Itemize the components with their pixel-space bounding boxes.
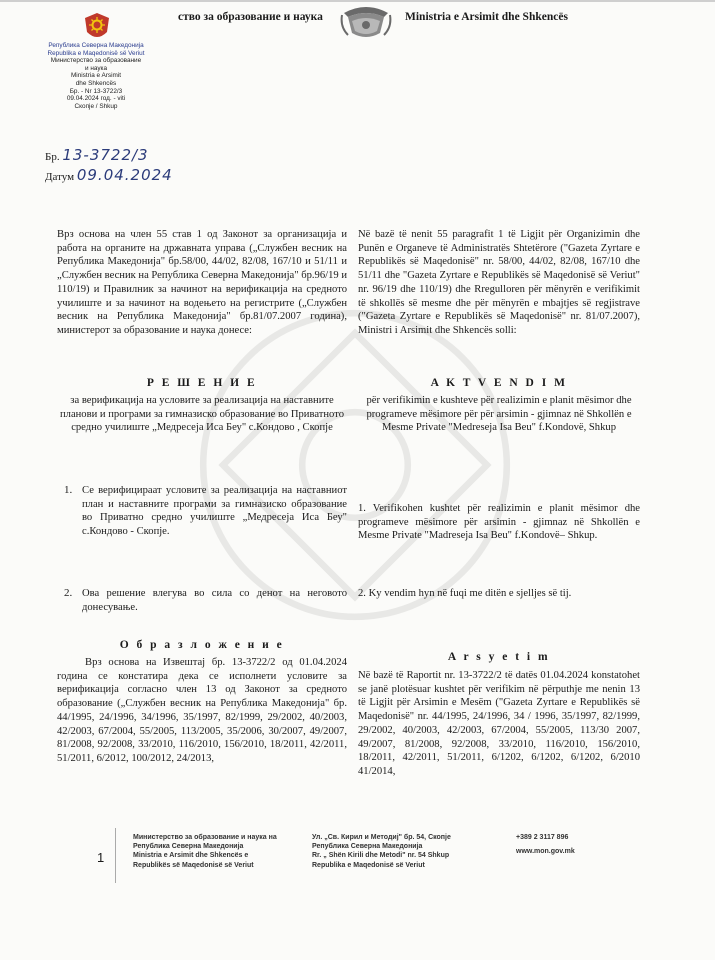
footer-line: Rr. „ Shën Kirili dhe Metodi" nr. 54 Shkup [312, 852, 450, 860]
footer-line: Republika e Maqedonisë së Veriut [312, 861, 425, 869]
stamp-line: Република Северна Македонија [48, 42, 144, 49]
registration-number-value: 13-3722/3 [62, 146, 149, 164]
decision-subtitle-al: për verifikimin e kushteve për realizimin e planit mësimor dhe programeve mësimore për për arsimin - gjimnaz në Shkollën e Mesme Private "Medreseja Isa Beu" f.Kondovë, Shkup [366, 395, 632, 434]
footer-line: Ул. „Св. Кирил и Методиј" бр. 54, Скопје [312, 834, 451, 841]
stamp-line: Ministria e Arsimit [70, 72, 122, 80]
ministry-stamp [30, 42, 162, 110]
preamble-mk: Врз основа на член 55 став 1 од Законот за организација и работа на органите на државната управа („Службен весник на Република Македонија" бр.58/00, 44/02, 82/08, 167/10 и 51/11 и „Службен весник на Република Северна Македонија" бр.96/19 и 110/19) и Правилник за начинот на верификација на средното училиште и за начинот на водењето на регистрите („Службен весник на Република Македонија" бр.81/07.2007 година), министерот за образование и наука донесе: [57, 229, 347, 336]
registration-number-label: Бр. [45, 151, 60, 163]
decision-item-1-al: 1. Verifikohen kushtet për realizimin e planit mësimor dhe programeve mësimore për arsimin - gjimnaz në Shkollën e Mesme Private "Madreseja Isa Beu" f.Kondovë– Shkup. [358, 503, 640, 542]
reasoning-mk: Врз основа на Извештај бр. 13-3722/2 од 01.04.2024 година се констатира дека се исполнети условите за верификација согласно член 13 од Законот за средното образование („Службен весник на Република Македонија" бр. 44/1995, 24/1996, 34/1996, 35/1997, 82/1999, 29/2002, 40/2003, 42/2003, 67/2004, 55/2005, 113/2005, 35/2006, 30/2007, 49/2007, 81/2008, 92/2008, 33/2010, 116/2010, 156/2010, 18/2011, 42/2011, 51/2011, 6/2012, 100/2012, 24/2013, [57, 657, 347, 764]
decision-item-1-mk: Се верифицираат условите за реализација на наставниот план и наставните програми за гимназиско образование во Приватно средно училиште „Медресеја Иса Беу" с.Кондово - Скопје. [82, 485, 347, 538]
registration-number [45, 146, 149, 164]
footer-contact [516, 833, 575, 856]
footer-line: Република Северна Македонија [312, 843, 423, 851]
top-border [0, 0, 715, 2]
stamp-line: Бр. - Nr 13-3722/3 [69, 87, 123, 95]
footer-line: Република Северна Македонија [133, 843, 244, 851]
header-ministry-mk: ство за образование и наука [178, 11, 323, 23]
stamp-line: и наука [84, 64, 108, 72]
stamp-line: Скопје / Shkup [74, 102, 118, 110]
reasoning-al: Në bazë të Raportit nr. 13-3722/2 të datës 01.04.2024 konstatohet se janë plotësuar kushtet për verifikim në përputhje me nenin 13 të Ligjit për Arsimin e Mesëm ("Gazeta Zyrtare e Republikës së Maqedonisë" nr. 44/1995, 24/1996, 34 / 1996, 35/1997, 82/1999, 29/2002, 40/2003, 42/2003, 67/2004, 55/2005, 113/30 2007, 49/2007, 81/2008, 92/2008, 33/2010, 116/2010, 156/2010, 18/2011, 42/2011, 51/2011, 6/1202, 6/1202, 6/1202, 6/2010 41/2014, [358, 670, 640, 777]
decision-title-mk: Р Е Ш Е Н И Е [146, 377, 258, 389]
stamp-line: Министерство за образование [50, 57, 142, 65]
decision-subtitle-mk: за верификација на условите за реализација на наставните планови и програми за гимназиско образование во Приватното средно училиште „Медресеја Иса Беу" с.Кондово , Скопје [59, 395, 344, 434]
reasoning-title-al: A r s y e t i m [447, 651, 551, 663]
state-emblem-icon [84, 12, 110, 42]
registration-date [45, 166, 173, 184]
stamp-line: Republika e Maqedonisë së Veriut [47, 49, 145, 57]
decision-item-2-al: 2. Ky vendim hyn në fuqi me ditën e sjelljes së tij. [358, 588, 572, 599]
stamp-line: dhe Shkencës [75, 79, 117, 87]
watermark-emblem-icon [190, 300, 520, 630]
footer-line: Republikës së Maqedonisë së Veriut [133, 861, 254, 869]
footer-address [312, 833, 451, 870]
footer-ministry [133, 833, 277, 870]
footer-website: www.mon.gov.mk [516, 848, 575, 856]
footer-line: Министерство за образование и наука на [133, 834, 277, 841]
registration-date-label: Датум [45, 171, 75, 183]
footer-line: Ministria e Arsimit dhe Shkencës e [133, 852, 249, 860]
item-number: 2. [64, 587, 73, 599]
preamble-al: Në bazë të nenit 55 paragrafit 1 të Ligjit për Organizimin dhe Punën e Organeve të Administratës Shtetërore ("Gazeta Zyrtare e Republikës së Maqedonisë" nr. 58/00, 44/02, 82/08, 167/10 dhe 51/11 dhe "Gazeta Zyrtare e Republikës së Maqedonisë së Veriut" nr. 96/19 dhe 110/19) dhe Rregulloren për mënyrën e verifikimit të shkollës së mesme dhe për mënyrën e mbajtjes së regjistrave ("Gazeta Zyrtare e Republikës së Maqedonisë" nr. 81/07.2007), Ministri i Arsimit dhe Shkencës solli: [358, 229, 640, 336]
registration-date-value: 09.04.2024 [76, 166, 173, 184]
stamp-line: 09.04.2024 год. - viti [66, 95, 126, 103]
decision-title-al: A K T V E N D I M [430, 377, 568, 389]
header-ministry-al: Ministria e Arsimit dhe Shkencës [405, 11, 568, 23]
coat-of-arms-icon [340, 3, 392, 41]
footer-phone: +389 2 3117 896 [516, 834, 569, 841]
reasoning-title-mk: О б р а з л о ж е н и е [119, 639, 285, 651]
item-number: 1. [64, 484, 73, 496]
decision-item-2-mk: Ова решение влегува во сила со денот на неговото донесување. [82, 588, 347, 613]
footer-divider [115, 828, 116, 883]
page-number: 1 [97, 850, 105, 865]
